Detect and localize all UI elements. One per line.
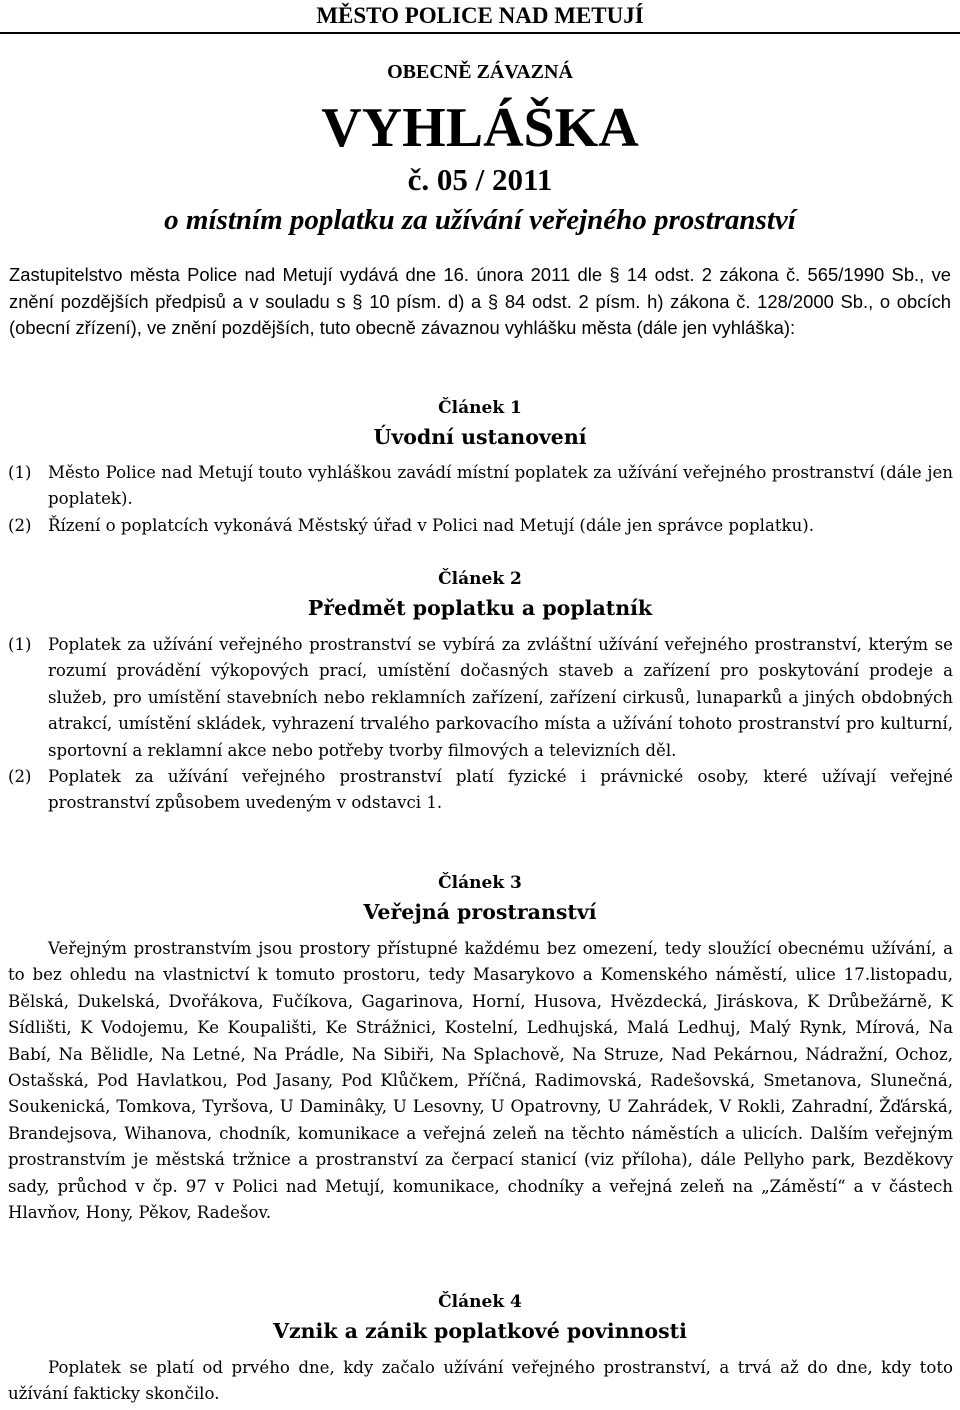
article-1-paragraph-1 <box>8 460 953 513</box>
document-type: VYHLÁŠKA <box>321 97 639 159</box>
article-3-number: Článek 3 <box>438 873 522 893</box>
article-2-paragraph-2 <box>8 764 953 817</box>
paragraph-text: Poplatek za užívání veřejného prostranství platí fyzické i právnické osoby, které užívají veřejné prostranství způsobem uvedeným v odstavci 1. <box>48 767 953 813</box>
article-1-paragraph-2 <box>8 513 953 539</box>
preamble: Zastupitelstvo města Police nad Metují vydává dne 16. února 2011 dle § 14 odst. 2 zákona č. 565/1990 Sb., ve znění pozdějších předpisů a v souladu s § 10 písm. d) a § 84 odst. 2 písm. h) zákona č. 128/2000 Sb., o obcích (obecní zřízení), ve znění pozdějších, tuto obecně závaznou vyhlášku města (dále jen vyhláška): <box>9 264 951 338</box>
paragraph-text: Řízení o poplatcích vykonává Městský úřad v Polici nad Metují (dále jen správce poplatku). <box>48 515 815 535</box>
document-subject: o místním poplatku za užívání veřejného prostranství <box>164 204 796 236</box>
article-2-body <box>8 632 953 817</box>
article-2-title: Předmět poplatku a poplatník <box>307 596 653 620</box>
article-2-number: Článek 2 <box>438 569 522 589</box>
document-label: OBECNĚ ZÁVAZNÁ <box>387 61 573 83</box>
article-3-title: Veřejná prostranství <box>363 900 597 924</box>
article-4-body: Poplatek se platí od prvého dne, kdy začalo užívání veřejného prostranství, a trvá až do dne, kdy toto užívání fakticky skončilo. <box>8 1358 953 1404</box>
article-4-number: Článek 4 <box>438 1292 522 1312</box>
document-number: č. 05 / 2011 <box>407 162 553 197</box>
article-1-title: Úvodní ustanovení <box>373 425 587 449</box>
paragraph-number: (1) <box>8 463 32 482</box>
paragraph-number: (1) <box>8 635 32 654</box>
paragraph-number: (2) <box>8 767 32 787</box>
article-1-body <box>8 460 953 539</box>
paragraph-text: Město Police nad Metují touto vyhláškou zavádí místní poplatek za užívání veřejného prostranství (dále jen poplatek). <box>48 463 953 509</box>
paragraph-number: (2) <box>8 515 32 535</box>
article-3-body: Veřejným prostranstvím jsou prostory přístupné každému bez omezení, tedy sloužící obecnému užívání, a to bez ohledu na vlastnictví k tomuto prostoru, tedy Masarykovo a Komenského náměstí, ulice 17.listopadu, Bělská, Dukelská, Dvořákova, Fučíkova, Gagarinova, Horní, Husova, Hvězdecká, Jiráskova, K Drůbežárně, K Sídlišti, K Vodojemu, Ke Koupališti, Ke Strážnici, Kostelní, Ledhujská, Malá Ledhuj, Malý Rynk, Mírová, Na Babí, Na Bělidle, Na Letné, Na Prádle, Na Sibiři, Na Splachově, Na Struze, Nad Pekárnou, Nádražní, Ochoz, Ostašská, Pod Havlatkou, Pod Jasany, Pod Klůčkem, Příčná, Radimovská, Radešovská, Smetanova, Slunečná, Soukenická, Tomkova, Tyršova, U Daminâky, U Lesovny, U Opatrovny, U Zahrádek, V Rokli, Zahradní, Žďárská, Brandejsova, Wihanova, chodník, komunikace a veřejná zeleň na těchto náměstích a ulicích. Dalším veřejným prostranstvím je městská tržnice a prostranství za čerpací stanicí (viz příloha), dále Pellyho park, Bezděkovy sady, průchod v čp. 97 v Polici nad Metují, komunikace, chodníky a veřejná zeleň na „Záměstí“ a v částech Hlavňov, Hony, Pěkov, Radešov. <box>8 939 953 1223</box>
article-2-paragraph-1 <box>8 632 953 764</box>
article-4-title: Vznik a zánik poplatkové povinnosti <box>273 1319 687 1343</box>
city-header: MĚSTO POLICE NAD METUJÍ <box>0 0 960 34</box>
paragraph-text: Poplatek za užívání veřejného prostranství se vybírá za zvláštní užívání veřejného prostranství, kterým se rozumí provádění výkopových prací, umístění dočasných staveb a zařízení pro poskytování prodeje a služeb, pro umístění stavebních nebo reklamních zařízení, zařízení cirkusů, lunaparků a jiných obdobných atrakcí, umístění skládek, vyhrazení trvalého parkovacího místa a užívání tohoto prostranství pro kulturní, sportovní a reklamní akce nebo potřeby tvorby filmových a televizních děl. <box>48 635 953 760</box>
article-1-number: Článek 1 <box>438 398 522 418</box>
